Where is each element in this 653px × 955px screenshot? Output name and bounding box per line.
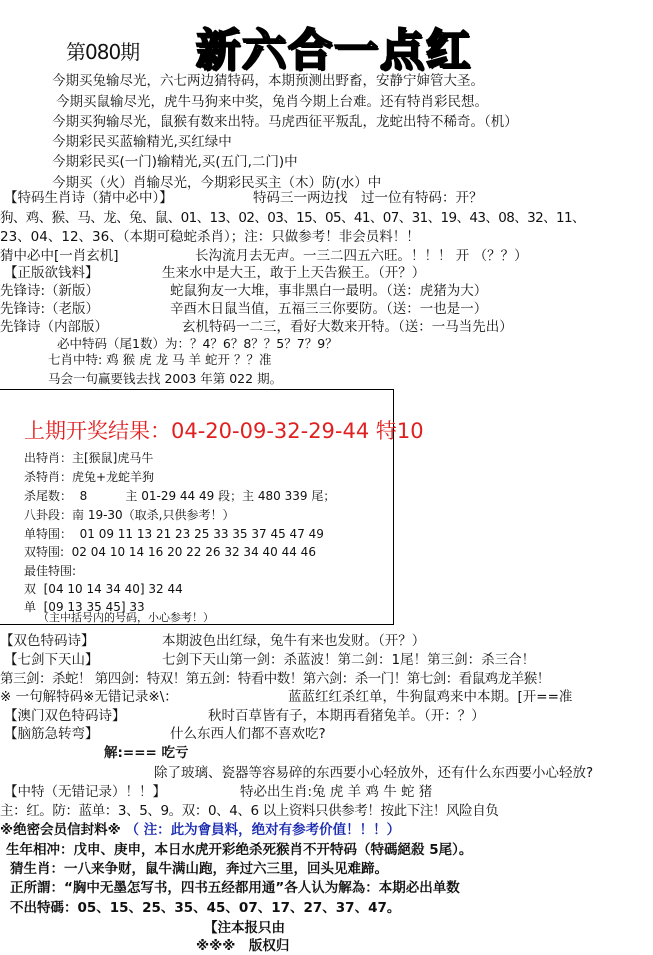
poem-label: 【特码生肖诗（猜中必中）】 xyxy=(4,190,173,206)
nj-label: 【脑筋急转弯】 xyxy=(4,726,99,742)
mahui-line: 马会一句赢要钱去找 2003 年第 022 期。 xyxy=(48,371,283,386)
sn-line: 生年相冲：戊申、庚申，本日水虎开彩绝杀死猴肖不开特码（特碼絕殺 5尾）。 xyxy=(6,842,473,858)
intro-line: 今期彩民买(一门)输精光,买(五门,二门)中 xyxy=(52,154,298,170)
sc-label: 【双色特码诗】 xyxy=(0,633,95,649)
zt-text: 特必出生肖:兔 虎 羊 鸡 牛 蛇 猪 xyxy=(240,784,433,800)
seven-zodiac: 七肖中特: 鸡 猴 虎 龙 马 羊 蛇开 ？？准 xyxy=(48,352,272,367)
secret-label: ※绝密会员信封料※ xyxy=(0,822,121,838)
masthead-title: 新六合一点红 xyxy=(196,25,472,76)
result-line: 单特围： 01 09 11 13 21 23 25 33 35 37 45 47 49 xyxy=(24,527,324,541)
intro-line: 今期买（火）肖输尽光，今期彩民买主（木）防(水）中 xyxy=(52,175,382,191)
riddle-2: 除了玻璃、瓷器等容易碎的东西要小心轻放外，还有什么东西要小心轻放? xyxy=(154,765,594,781)
zb-text: 生来水中是大王，敢于上天告猴王。（开？） xyxy=(162,265,426,281)
intro-line: 今期买兔输尽光，六七两边猜特码，本期预测出野畜，安静宁婶管大圣。 xyxy=(52,73,484,89)
result-line: 杀尾数： 8 主 01-29 44 49 段；主 480 339 尾； xyxy=(24,489,336,503)
poem-text: 特码三一两边找 过一位有特码：开？ xyxy=(253,190,483,206)
xf-label: 先锋诗（内部版） xyxy=(0,319,108,335)
zt-label: 【中特（无错记录）！！】 xyxy=(4,784,166,800)
last-result-box xyxy=(0,389,424,625)
zs-line: 正所謂：“胸中无墨怎写书，四书五经都用通”各人认为解為：本期必出单数 xyxy=(10,880,460,896)
number-list: 23、04、12、36、（本期可稳蛇杀肖）；注：只做参考！非会员料！！ xyxy=(0,229,420,245)
qj-continued: 第三剑：杀蛇！ 第四剑：特双！第五剑：特看中数！第六剑：杀一门！第七剑：看鼠鸡龙羊猴！ xyxy=(0,671,550,687)
zhu-line: 主：红。防：蓝单：3、5、9。双：0、4、6 以上资料只供参考！按此下注！风险自负 xyxy=(0,803,499,819)
xf-text: 蛇鼠狗友一大堆，事非黑白一最明。（送：虎猪为大） xyxy=(170,283,488,299)
note-line: 【注本报只由 xyxy=(204,920,285,936)
zb-label: 【正版欲钱料】 xyxy=(4,265,99,281)
am-text: 秋时百草皆有子，本期再看猪兔羊。（开：？） xyxy=(208,708,485,724)
sc-text: 本期波色出红绿，兔牛有来也发财。（开？） xyxy=(162,633,426,649)
intro-line: 今期买狗输尽光，鼠猴有数来出特。马虎西征平叛乱，龙蛇出特不稀奇。（机） xyxy=(52,114,518,130)
yj-label: ※ 一句解特码※无错记录※\： xyxy=(0,689,178,705)
guess-label: 猜中必中[一肖玄机] xyxy=(0,248,119,264)
result-note: （主中括号内的号码，小心参考！） xyxy=(24,611,214,624)
secret-note: （ 注：此为會員料，绝对有参考价值！！！） xyxy=(125,822,401,838)
result-line: 杀特肖：虎兔+龙蛇羊狗 xyxy=(24,470,155,484)
secret-line xyxy=(0,821,400,839)
guess-text: 长沟流月去无声。一三二四五六旺。！！！ 开 （？？） xyxy=(195,248,528,264)
yj-text: 蓝蓝红红杀红单，牛狗鼠鸡来中本期。[开==准 xyxy=(288,689,573,705)
tail-number: 必中特码（尾1数）为：？4？6？8？？5？7？9？ xyxy=(57,336,338,351)
copyright-line: ※※※ 版权归 xyxy=(196,938,290,954)
issue-number: 第080期 xyxy=(66,40,140,64)
xf-label: 先锋诗:（新版） xyxy=(0,283,100,299)
xf-text: 辛酉木日鼠当值，五福三三你要防。（送：一也是一） xyxy=(170,301,488,317)
result-line: 双 [04 10 14 34 40] 32 44 xyxy=(24,582,183,596)
result-line: 八卦段：南 19-30（取杀,只供参考！） xyxy=(24,508,235,522)
result-line: 出特肖：主[猴鼠]虎马牛 xyxy=(24,451,154,465)
xf-label: 先锋诗:（老版） xyxy=(0,301,100,317)
xf-text: 玄机特码一二三，看好大数来开特。（送：一马当先出） xyxy=(182,319,513,335)
am-label: 【澳门双色特码诗】 xyxy=(4,708,126,724)
intro-line: 今期彩民买蓝输精光,买红绿中 xyxy=(52,134,232,150)
result-line: 最佳特围: xyxy=(24,564,77,578)
qj-text: 七剑下天山第一剑：杀蓝波！第二剑：1尾！第三剑：杀三合！ xyxy=(162,652,536,668)
result-line: 双特围: 02 04 10 14 16 20 22 26 32 34 40 44 46 xyxy=(24,545,316,559)
last-result-headline: 上期开奖结果：04-20-09-32-29-44 特10 xyxy=(24,419,424,443)
result-line: 单 [09 13 35 45] 33 xyxy=(24,600,145,614)
intro-line: 今期买鼠输尽光，虎牛马狗来中奖，兔肖今期上台难。还有特肖彩民想。 xyxy=(56,94,488,110)
bc-line: 不出特碼：05、15、25、35、45、07、17、27、37、47。 xyxy=(10,900,401,916)
cs-line: 猜生肖：一八来争财，鼠牛满山跑，奔过六三里，回头见难蹄。 xyxy=(10,861,388,877)
number-list: 狗、鸡、猴、马、龙、兔、鼠、01、13、02、03、15、05、41、07、31、19、43、08、32、11、 xyxy=(0,210,585,226)
nj-text: 什么东西人们都不喜欢吃? xyxy=(170,726,326,742)
qj-label: 【七剑下天山】 xyxy=(4,652,99,668)
riddle-answer: 解:=== 吃亏 xyxy=(104,745,189,761)
